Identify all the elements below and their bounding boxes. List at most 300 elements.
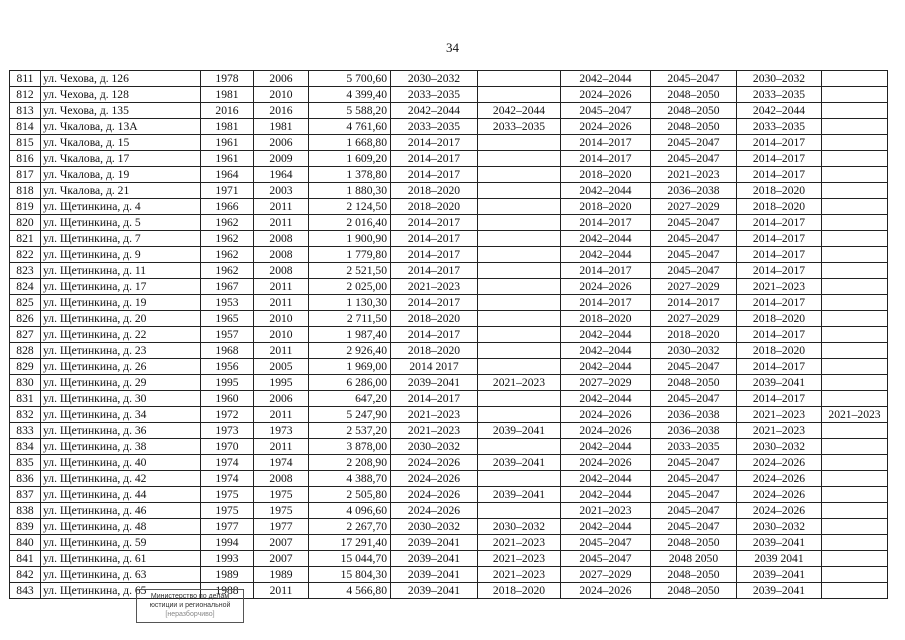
period-cell-1: 2018–2020 xyxy=(391,199,478,215)
year-cell: 2008 xyxy=(254,263,309,279)
period-cell-3: 2042–2044 xyxy=(561,391,651,407)
year-cell: 1995 xyxy=(254,375,309,391)
period-cell-6 xyxy=(822,231,888,247)
period-cell-2 xyxy=(478,151,561,167)
period-cell-3: 2042–2044 xyxy=(561,247,651,263)
year-built-cell: 1981 xyxy=(201,87,254,103)
period-cell-5: 2039–2041 xyxy=(737,567,822,583)
table-row xyxy=(10,487,888,503)
period-cell-2 xyxy=(478,279,561,295)
period-cell-1: 2042–2044 xyxy=(391,103,478,119)
period-cell-5: 2030–2032 xyxy=(737,439,822,455)
period-cell-1: 2039–2041 xyxy=(391,583,478,599)
year-cell: 2006 xyxy=(254,135,309,151)
period-cell-6 xyxy=(822,439,888,455)
period-cell-3: 2042–2044 xyxy=(561,359,651,375)
period-cell-6 xyxy=(822,551,888,567)
year-cell: 1964 xyxy=(254,167,309,183)
period-cell-5: 2021–2023 xyxy=(737,279,822,295)
address-cell: ул. Щетинкина, д. 17 xyxy=(41,279,201,295)
table-row xyxy=(10,247,888,263)
year-cell: 2009 xyxy=(254,151,309,167)
year-built-cell: 1965 xyxy=(201,311,254,327)
address-cell: ул. Щетинкина, д. 30 xyxy=(41,391,201,407)
area-cell: 4 399,40 xyxy=(309,87,391,103)
period-cell-3: 2024–2026 xyxy=(561,583,651,599)
area-cell: 4 096,60 xyxy=(309,503,391,519)
table-row xyxy=(10,503,888,519)
period-cell-2 xyxy=(478,439,561,455)
period-cell-5: 2014–2017 xyxy=(737,391,822,407)
row-number: 843 xyxy=(10,583,41,599)
area-cell: 4 388,70 xyxy=(309,471,391,487)
period-cell-1: 2039–2041 xyxy=(391,551,478,567)
table-row xyxy=(10,231,888,247)
period-cell-4: 2048–2050 xyxy=(651,119,737,135)
period-cell-1: 2014–2017 xyxy=(391,135,478,151)
year-built-cell: 1961 xyxy=(201,151,254,167)
year-built-cell: 1967 xyxy=(201,279,254,295)
year-built-cell: 1960 xyxy=(201,391,254,407)
period-cell-1: 2030–2032 xyxy=(391,439,478,455)
row-number: 830 xyxy=(10,375,41,391)
table-body xyxy=(10,71,888,599)
stamp-line-1: Министерство по делам xyxy=(150,593,230,600)
period-cell-4: 2045–2047 xyxy=(651,151,737,167)
period-cell-4: 2045–2047 xyxy=(651,359,737,375)
table-row xyxy=(10,359,888,375)
table-row xyxy=(10,263,888,279)
year-built-cell: 1988 xyxy=(201,583,254,599)
area-cell: 4 761,60 xyxy=(309,119,391,135)
period-cell-2 xyxy=(478,183,561,199)
period-cell-1: 2014–2017 xyxy=(391,215,478,231)
period-cell-5: 2018–2020 xyxy=(737,343,822,359)
period-cell-5: 2039 2041 xyxy=(737,551,822,567)
period-cell-1: 2021–2023 xyxy=(391,423,478,439)
period-cell-4: 2048 2050 xyxy=(651,551,737,567)
period-cell-2 xyxy=(478,215,561,231)
area-cell: 15 804,30 xyxy=(309,567,391,583)
period-cell-4: 2033–2035 xyxy=(651,439,737,455)
year-cell: 2010 xyxy=(254,87,309,103)
area-cell: 1 900,90 xyxy=(309,231,391,247)
address-cell: ул. Щетинкина, д. 11 xyxy=(41,263,201,279)
housing-table xyxy=(9,70,888,599)
period-cell-3: 2014–2017 xyxy=(561,295,651,311)
period-cell-5: 2021–2023 xyxy=(737,423,822,439)
area-cell: 1 130,30 xyxy=(309,295,391,311)
year-cell: 2011 xyxy=(254,343,309,359)
period-cell-6 xyxy=(822,471,888,487)
period-cell-1: 2024–2026 xyxy=(391,471,478,487)
address-cell: ул. Щетинкина, д. 19 xyxy=(41,295,201,311)
period-cell-5: 2030–2032 xyxy=(737,71,822,87)
table-row xyxy=(10,103,888,119)
address-cell: ул. Чехова, д. 135 xyxy=(41,103,201,119)
period-cell-6 xyxy=(822,215,888,231)
period-cell-1: 2030–2032 xyxy=(391,519,478,535)
row-number: 827 xyxy=(10,327,41,343)
period-cell-2 xyxy=(478,247,561,263)
period-cell-4: 2045–2047 xyxy=(651,519,737,535)
period-cell-6 xyxy=(822,375,888,391)
period-cell-2 xyxy=(478,503,561,519)
year-built-cell: 1966 xyxy=(201,199,254,215)
period-cell-3: 2042–2044 xyxy=(561,231,651,247)
year-cell: 1975 xyxy=(254,503,309,519)
address-cell: ул. Щетинкина, д. 20 xyxy=(41,311,201,327)
period-cell-6 xyxy=(822,519,888,535)
period-cell-2 xyxy=(478,471,561,487)
year-cell: 1989 xyxy=(254,567,309,583)
table-row xyxy=(10,71,888,87)
period-cell-6 xyxy=(822,391,888,407)
period-cell-3: 2042–2044 xyxy=(561,471,651,487)
period-cell-5: 2039–2041 xyxy=(737,375,822,391)
period-cell-3: 2014–2017 xyxy=(561,151,651,167)
address-cell: ул. Щетинкина, д. 59 xyxy=(41,535,201,551)
period-cell-2: 2042–2044 xyxy=(478,103,561,119)
period-cell-6 xyxy=(822,167,888,183)
year-cell: 2011 xyxy=(254,199,309,215)
period-cell-3: 2027–2029 xyxy=(561,567,651,583)
period-cell-2 xyxy=(478,359,561,375)
period-cell-6 xyxy=(822,503,888,519)
period-cell-2 xyxy=(478,135,561,151)
period-cell-4: 2045–2047 xyxy=(651,215,737,231)
year-cell: 1973 xyxy=(254,423,309,439)
area-cell: 2 025,00 xyxy=(309,279,391,295)
registration-stamp xyxy=(136,589,244,623)
period-cell-3: 2014–2017 xyxy=(561,135,651,151)
period-cell-3: 2045–2047 xyxy=(561,551,651,567)
period-cell-6 xyxy=(822,535,888,551)
table-row xyxy=(10,119,888,135)
year-built-cell: 1953 xyxy=(201,295,254,311)
row-number: 828 xyxy=(10,343,41,359)
period-cell-3: 2024–2026 xyxy=(561,423,651,439)
period-cell-5: 2014–2017 xyxy=(737,327,822,343)
period-cell-4: 2021–2023 xyxy=(651,167,737,183)
year-cell: 2007 xyxy=(254,535,309,551)
period-cell-5: 2014–2017 xyxy=(737,359,822,375)
period-cell-1: 2014–2017 xyxy=(391,167,478,183)
year-cell: 2006 xyxy=(254,71,309,87)
period-cell-5: 2014–2017 xyxy=(737,263,822,279)
year-cell: 2016 xyxy=(254,103,309,119)
page-number: 34 xyxy=(446,40,459,55)
period-cell-2: 2039–2041 xyxy=(478,487,561,503)
period-cell-1: 2018–2020 xyxy=(391,311,478,327)
area-cell: 4 566,80 xyxy=(309,583,391,599)
table-row xyxy=(10,215,888,231)
period-cell-1: 2030–2032 xyxy=(391,71,478,87)
area-cell: 3 878,00 xyxy=(309,439,391,455)
period-cell-5: 2014–2017 xyxy=(737,167,822,183)
address-cell: ул. Щетинкина, д. 26 xyxy=(41,359,201,375)
row-number: 826 xyxy=(10,311,41,327)
period-cell-6 xyxy=(822,199,888,215)
area-cell: 5 247,90 xyxy=(309,407,391,423)
year-built-cell: 1956 xyxy=(201,359,254,375)
period-cell-2 xyxy=(478,407,561,423)
period-cell-1: 2039–2041 xyxy=(391,375,478,391)
row-number: 823 xyxy=(10,263,41,279)
address-cell: ул. Щетинкина, д. 34 xyxy=(41,407,201,423)
period-cell-3: 2042–2044 xyxy=(561,343,651,359)
row-number: 811 xyxy=(10,71,41,87)
period-cell-3: 2014–2017 xyxy=(561,215,651,231)
period-cell-2: 2030–2032 xyxy=(478,519,561,535)
row-number: 819 xyxy=(10,199,41,215)
area-cell: 1 609,20 xyxy=(309,151,391,167)
period-cell-2 xyxy=(478,311,561,327)
row-number: 813 xyxy=(10,103,41,119)
year-built-cell: 1995 xyxy=(201,375,254,391)
year-cell: 2011 xyxy=(254,407,309,423)
period-cell-6 xyxy=(822,295,888,311)
year-cell: 2011 xyxy=(254,279,309,295)
address-cell: ул. Щетинкина, д. 23 xyxy=(41,343,201,359)
period-cell-1: 2033–2035 xyxy=(391,119,478,135)
period-cell-4: 2048–2050 xyxy=(651,375,737,391)
period-cell-1: 2033–2035 xyxy=(391,87,478,103)
year-built-cell: 1974 xyxy=(201,455,254,471)
address-cell: ул. Чкалова, д. 19 xyxy=(41,167,201,183)
address-cell: ул. Чкалова, д. 13А xyxy=(41,119,201,135)
year-built-cell: 1974 xyxy=(201,471,254,487)
area-cell: 5 588,20 xyxy=(309,103,391,119)
period-cell-3: 2024–2026 xyxy=(561,279,651,295)
area-cell: 1 378,80 xyxy=(309,167,391,183)
period-cell-1: 2021–2023 xyxy=(391,407,478,423)
row-number: 837 xyxy=(10,487,41,503)
table-row xyxy=(10,391,888,407)
year-built-cell: 2016 xyxy=(201,103,254,119)
period-cell-5: 2014–2017 xyxy=(737,135,822,151)
period-cell-5: 2024–2026 xyxy=(737,503,822,519)
area-cell: 1 987,40 xyxy=(309,327,391,343)
period-cell-4: 2030–2032 xyxy=(651,343,737,359)
period-cell-5: 2024–2026 xyxy=(737,471,822,487)
period-cell-4: 2045–2047 xyxy=(651,231,737,247)
area-cell: 6 286,00 xyxy=(309,375,391,391)
area-cell: 17 291,40 xyxy=(309,535,391,551)
period-cell-5: 2039–2041 xyxy=(737,583,822,599)
row-number: 831 xyxy=(10,391,41,407)
table-row xyxy=(10,183,888,199)
period-cell-4: 2036–2038 xyxy=(651,423,737,439)
period-cell-5: 2014–2017 xyxy=(737,295,822,311)
year-cell: 2010 xyxy=(254,327,309,343)
stamp-line-3: [неразборчиво] xyxy=(165,611,215,618)
period-cell-3: 2024–2026 xyxy=(561,455,651,471)
year-built-cell: 1977 xyxy=(201,519,254,535)
table-row xyxy=(10,87,888,103)
table-row xyxy=(10,375,888,391)
period-cell-1: 2039–2041 xyxy=(391,535,478,551)
period-cell-3: 2027–2029 xyxy=(561,375,651,391)
row-number: 825 xyxy=(10,295,41,311)
period-cell-1: 2014–2017 xyxy=(391,231,478,247)
period-cell-3: 2042–2044 xyxy=(561,327,651,343)
period-cell-2 xyxy=(478,199,561,215)
address-cell: ул. Щетинкина, д. 22 xyxy=(41,327,201,343)
period-cell-4: 2027–2029 xyxy=(651,311,737,327)
address-cell: ул. Щетинкина, д. 38 xyxy=(41,439,201,455)
area-cell: 5 700,60 xyxy=(309,71,391,87)
table-row xyxy=(10,199,888,215)
period-cell-2 xyxy=(478,295,561,311)
year-built-cell: 1973 xyxy=(201,423,254,439)
address-cell: ул. Щетинкина, д. 42 xyxy=(41,471,201,487)
year-built-cell: 1975 xyxy=(201,503,254,519)
address-cell: ул. Чехова, д. 126 xyxy=(41,71,201,87)
area-cell: 15 044,70 xyxy=(309,551,391,567)
address-cell: ул. Чкалова, д. 21 xyxy=(41,183,201,199)
year-cell: 1975 xyxy=(254,487,309,503)
table-row xyxy=(10,135,888,151)
period-cell-4: 2027–2029 xyxy=(651,279,737,295)
period-cell-4: 2045–2047 xyxy=(651,263,737,279)
area-cell: 2 521,50 xyxy=(309,263,391,279)
period-cell-4: 2045–2047 xyxy=(651,391,737,407)
period-cell-5: 2039–2041 xyxy=(737,535,822,551)
row-number: 821 xyxy=(10,231,41,247)
period-cell-3: 2021–2023 xyxy=(561,503,651,519)
period-cell-6: 2021–2023 xyxy=(822,407,888,423)
row-number: 839 xyxy=(10,519,41,535)
year-built-cell: 1962 xyxy=(201,215,254,231)
year-built-cell: 1962 xyxy=(201,231,254,247)
area-cell: 2 208,90 xyxy=(309,455,391,471)
area-cell: 1 779,80 xyxy=(309,247,391,263)
period-cell-4: 2048–2050 xyxy=(651,567,737,583)
row-number: 841 xyxy=(10,551,41,567)
year-cell: 2011 xyxy=(254,295,309,311)
row-number: 833 xyxy=(10,423,41,439)
row-number: 822 xyxy=(10,247,41,263)
year-built-cell: 1978 xyxy=(201,71,254,87)
period-cell-2 xyxy=(478,327,561,343)
period-cell-6 xyxy=(822,87,888,103)
period-cell-3: 2045–2047 xyxy=(561,535,651,551)
address-cell: ул. Щетинкина, д. 36 xyxy=(41,423,201,439)
period-cell-6 xyxy=(822,103,888,119)
period-cell-1: 2021–2023 xyxy=(391,279,478,295)
period-cell-3: 2042–2044 xyxy=(561,439,651,455)
period-cell-6 xyxy=(822,359,888,375)
period-cell-3: 2024–2026 xyxy=(561,407,651,423)
address-cell: ул. Щетинкина, д. 48 xyxy=(41,519,201,535)
period-cell-4: 2036–2038 xyxy=(651,407,737,423)
period-cell-4: 2014–2017 xyxy=(651,295,737,311)
address-cell: ул. Чкалова, д. 17 xyxy=(41,151,201,167)
year-built-cell: 1957 xyxy=(201,327,254,343)
row-number: 812 xyxy=(10,87,41,103)
period-cell-1: 2018–2020 xyxy=(391,183,478,199)
period-cell-6 xyxy=(822,183,888,199)
period-cell-2: 2021–2023 xyxy=(478,535,561,551)
period-cell-5: 2033–2035 xyxy=(737,119,822,135)
period-cell-2 xyxy=(478,231,561,247)
area-cell: 2 537,20 xyxy=(309,423,391,439)
period-cell-6 xyxy=(822,487,888,503)
period-cell-2: 2021–2023 xyxy=(478,551,561,567)
period-cell-5: 2014–2017 xyxy=(737,215,822,231)
period-cell-4: 2048–2050 xyxy=(651,87,737,103)
row-number: 829 xyxy=(10,359,41,375)
period-cell-4: 2045–2047 xyxy=(651,135,737,151)
period-cell-5: 2024–2026 xyxy=(737,487,822,503)
period-cell-6 xyxy=(822,119,888,135)
table-row xyxy=(10,471,888,487)
address-cell: ул. Щетинкина, д. 7 xyxy=(41,231,201,247)
period-cell-5: 2042–2044 xyxy=(737,103,822,119)
period-cell-2 xyxy=(478,343,561,359)
period-cell-2: 2018–2020 xyxy=(478,583,561,599)
period-cell-6 xyxy=(822,327,888,343)
period-cell-6 xyxy=(822,71,888,87)
period-cell-5: 2033–2035 xyxy=(737,87,822,103)
period-cell-1: 2024–2026 xyxy=(391,503,478,519)
address-cell: ул. Щетинкина, д. 44 xyxy=(41,487,201,503)
year-cell: 2011 xyxy=(254,583,309,599)
period-cell-1: 2014–2017 xyxy=(391,295,478,311)
period-cell-2 xyxy=(478,87,561,103)
year-cell: 2008 xyxy=(254,471,309,487)
period-cell-5: 2014–2017 xyxy=(737,247,822,263)
period-cell-2: 2021–2023 xyxy=(478,375,561,391)
period-cell-6 xyxy=(822,279,888,295)
year-built-cell: 1981 xyxy=(201,119,254,135)
area-cell: 2 711,50 xyxy=(309,311,391,327)
row-number: 836 xyxy=(10,471,41,487)
period-cell-5: 2014–2017 xyxy=(737,231,822,247)
period-cell-6 xyxy=(822,423,888,439)
area-cell: 2 016,40 xyxy=(309,215,391,231)
period-cell-6 xyxy=(822,311,888,327)
address-cell: ул. Щетинкина, д. 29 xyxy=(41,375,201,391)
period-cell-2 xyxy=(478,263,561,279)
period-cell-6 xyxy=(822,343,888,359)
period-cell-3: 2042–2044 xyxy=(561,71,651,87)
period-cell-2 xyxy=(478,167,561,183)
year-built-cell: 1994 xyxy=(201,535,254,551)
period-cell-5: 2018–2020 xyxy=(737,199,822,215)
period-cell-2 xyxy=(478,71,561,87)
stamp-line-2: юстиции и региональной xyxy=(149,602,231,609)
row-number: 834 xyxy=(10,439,41,455)
period-cell-5: 2021–2023 xyxy=(737,407,822,423)
year-cell: 2006 xyxy=(254,391,309,407)
table-row xyxy=(10,423,888,439)
table-row xyxy=(10,439,888,455)
period-cell-3: 2018–2020 xyxy=(561,167,651,183)
row-number: 840 xyxy=(10,535,41,551)
period-cell-3: 2018–2020 xyxy=(561,311,651,327)
period-cell-3: 2018–2020 xyxy=(561,199,651,215)
address-cell: ул. Щетинкина, д. 40 xyxy=(41,455,201,471)
table-row xyxy=(10,295,888,311)
period-cell-4: 2048–2050 xyxy=(651,535,737,551)
area-cell: 647,20 xyxy=(309,391,391,407)
table-row xyxy=(10,455,888,471)
row-number: 835 xyxy=(10,455,41,471)
table-row xyxy=(10,343,888,359)
year-cell: 2003 xyxy=(254,183,309,199)
